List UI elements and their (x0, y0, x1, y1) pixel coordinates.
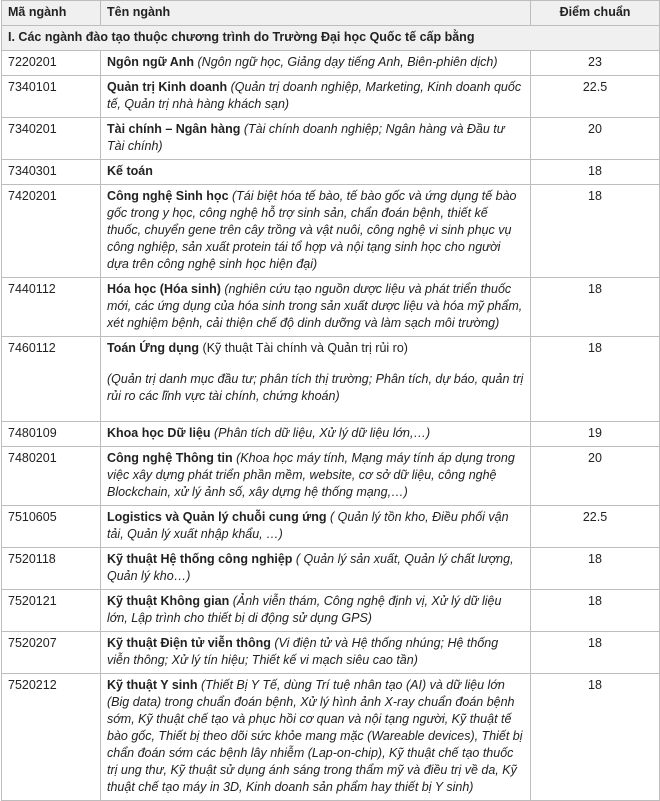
major-name: Ngôn ngữ Anh (107, 55, 195, 69)
major-name-cell (101, 674, 531, 801)
major-name-cell (101, 590, 531, 632)
major-code: 7520207 (2, 632, 101, 674)
major-name-cell (101, 118, 531, 160)
major-score: 18 (531, 632, 660, 674)
table-row (2, 422, 660, 447)
table-row (2, 278, 660, 337)
table-row (2, 674, 660, 801)
major-name-cell (101, 51, 531, 76)
major-name: Toán Ứng dụng (107, 341, 200, 355)
major-description: (Tái biệt hóa tế bào, tế bào gốc và ứng dụng tế bào gốc trong y học, công nghệ hỗ trợ sinh sản, chẩn đoán bệnh, thiết kế thuốc, chuyển gene trên cây trồng và vật nuôi, công nghệ vi sinh phục vụ công nghiệp, sản xuất protein tái tổ hợp và nội tạng sinh học cho người dựa trên công nghệ sinh học hiện đại) (107, 189, 517, 271)
major-score: 18 (531, 160, 660, 185)
major-score: 18 (531, 185, 660, 278)
major-code: 7440112 (2, 278, 101, 337)
major-description: (Phân tích dữ liệu, Xử lý dữ liệu lớn,…) (210, 426, 431, 440)
major-code: 7520212 (2, 674, 101, 801)
major-description: (Tài chính doanh nghiệp; Ngân hàng và Đầu tư Tài chính) (107, 122, 505, 153)
major-score: 20 (531, 118, 660, 160)
table-row (2, 118, 660, 160)
major-name: Công nghệ Thông tin (107, 451, 233, 465)
major-score: 22.5 (531, 76, 660, 118)
table-row (2, 447, 660, 506)
header-name: Tên ngành (101, 1, 531, 26)
major-score: 18 (531, 548, 660, 590)
major-code: 7520121 (2, 590, 101, 632)
major-code: 7460112 (2, 337, 101, 422)
major-score: 18 (531, 590, 660, 632)
major-name: Quản trị Kinh doanh (107, 80, 228, 94)
table-row (2, 160, 660, 185)
major-name: Tài chính – Ngân hàng (107, 122, 241, 136)
major-description: ( Quản lý tồn kho, Điều phối vận tải, Quản lý xuất nhập khẩu, …) (107, 510, 509, 541)
major-score: 18 (531, 674, 660, 801)
major-name: Khoa học Dữ liệu (107, 426, 211, 440)
major-description: (Thiết Bị Y Tế, dùng Trí tuệ nhân tạo (AI) và dữ liệu lớn (Big data) trong chuẩn đoán bệnh, Xử lý hình ảnh X-ray chuẩn đoán bệnh sớm, Kỹ thuật chế tạo và phục hồi cơ quan và nội tạng người, Kỹ thuật tế bào gốc, Thiết bị theo dõi sức khỏe mang mặc (Wareable devices), Thiết bị chẩn đoán sớm các bệnh lây nhiễm (Lap-on-chip), Kỹ thuật chế tạo thuốc trị ung thư, Kỹ thuật sử dụng ánh sáng trong thẩm mỹ và điều trị về da, Kỹ thuật chế tạo máy in 3D, Kinh doanh sản phẩm hay thiết bị Y sinh) (107, 678, 523, 794)
major-score: 23 (531, 51, 660, 76)
major-code: 7340101 (2, 76, 101, 118)
table-header-row (2, 1, 660, 26)
major-name: Kỹ thuật Hệ thống công nghiệp (107, 552, 293, 566)
major-score: 20 (531, 447, 660, 506)
section-row (2, 26, 660, 51)
major-code: 7220201 (2, 51, 101, 76)
table-row (2, 632, 660, 674)
table-row (2, 76, 660, 118)
major-name: Kế toán (107, 164, 153, 178)
major-score: 19 (531, 422, 660, 447)
major-code: 7340301 (2, 160, 101, 185)
major-name-cell (101, 447, 531, 506)
major-name: Logistics và Quản lý chuỗi cung ứng (107, 510, 327, 524)
major-name-cell (101, 160, 531, 185)
major-name: Kỹ thuật Không gian (107, 594, 230, 608)
table-row (2, 51, 660, 76)
major-name: Hóa học (Hóa sinh) (107, 282, 221, 296)
table-row (2, 185, 660, 278)
major-description: (Ngôn ngữ học, Giảng dạy tiếng Anh, Biên-phiên dịch) (194, 55, 498, 69)
major-name: Công nghệ Sinh học (107, 189, 229, 203)
major-description: (Vi điện tử và Hệ thống nhúng; Hệ thống viễn thông; Xử lý tín hiệu; Thiết kế vi mạch siêu cao tần) (107, 636, 499, 667)
major-name-cell (101, 185, 531, 278)
header-code: Mã ngành (2, 1, 101, 26)
major-code: 7480109 (2, 422, 101, 447)
header-score: Điểm chuẩn (531, 1, 660, 26)
major-description: (nghiên cứu tạo nguồn dược liệu và phát triển thuốc mới, các ứng dụng của hóa sinh trong sản xuất dược liệu và hóa mỹ phẩm, xét nghiệm bệnh, cải thiện chế độ dinh dưỡng và làm sạch môi trường) (107, 282, 523, 330)
major-code: 7480201 (2, 447, 101, 506)
major-note: (Quản trị danh mục đầu tư; phân tích thị trường; Phân tích, dự báo, quản trị rủi ro các lĩnh vực tài chính, chứng khoán) (107, 372, 524, 403)
major-code: 7340201 (2, 118, 101, 160)
major-description: (Kỹ thuật Tài chính và Quản trị rủi ro) (199, 341, 408, 355)
major-score: 18 (531, 337, 660, 422)
table-row (2, 506, 660, 548)
major-name: Kỹ thuật Điện tử viễn thông (107, 636, 271, 650)
major-score: 22.5 (531, 506, 660, 548)
section-title: I. Các ngành đào tạo thuộc chương trình do Trường Đại học Quốc tế cấp bằng (2, 26, 660, 51)
major-name-cell (101, 506, 531, 548)
major-name-cell (101, 422, 531, 447)
major-code: 7420201 (2, 185, 101, 278)
table-row (2, 590, 660, 632)
major-description: (Quản trị doanh nghiệp, Marketing, Kinh doanh quốc tế, Quản trị nhà hàng khách sạn) (107, 80, 522, 111)
major-description: (Khoa học máy tính, Mạng máy tính áp dụng trong việc xây dựng phát triển phần mềm, website, cơ sở dữ liệu, công nghệ Blockchain, xử lý ảnh số, xây dựng hệ thống mạng,…) (107, 451, 515, 499)
major-name: Kỹ thuật Y sinh (107, 678, 198, 692)
major-name-cell (101, 278, 531, 337)
table-row (2, 548, 660, 590)
table-row (2, 337, 660, 422)
major-code: 7520118 (2, 548, 101, 590)
major-description: ( Quản lý sản xuất, Quản lý chất lượng, Quản lý kho…) (107, 552, 514, 583)
major-name-cell (101, 76, 531, 118)
major-name-cell (101, 632, 531, 674)
major-description: (Ảnh viễn thám, Công nghệ định vị, Xử lý dữ liệu lớn, Lập trình cho thiết bị di động sử dụng GPS) (107, 594, 502, 625)
major-name-cell (101, 337, 531, 422)
admission-scores-table (1, 0, 660, 801)
major-score: 18 (531, 278, 660, 337)
major-name-cell (101, 548, 531, 590)
major-code: 7510605 (2, 506, 101, 548)
